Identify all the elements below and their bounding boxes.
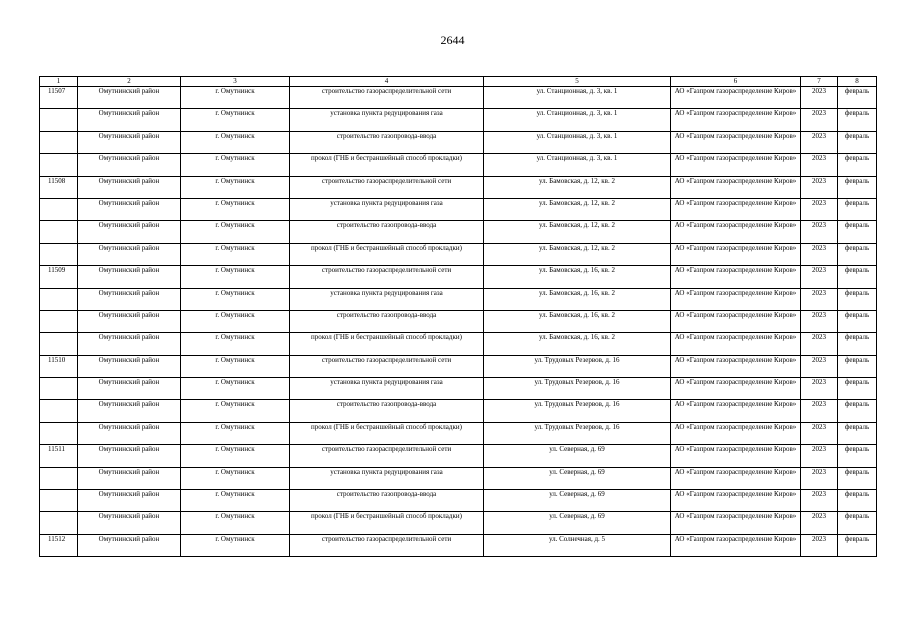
work-type-cell: прокол (ГНБ и бестраншейный способ прокладки) — [290, 422, 484, 444]
month-cell: февраль — [838, 422, 877, 444]
record-id-cell — [40, 333, 78, 355]
address-cell: ул. Станционная, д. 3, кв. 1 — [484, 87, 671, 109]
month-cell: февраль — [838, 310, 877, 332]
page-number: 2644 — [440, 33, 465, 47]
district-cell: Омутнинский район — [78, 87, 181, 109]
address-cell: ул. Солнечная, д. 5 — [484, 534, 671, 556]
month-cell: февраль — [838, 131, 877, 153]
organization-cell: АО «Газпром газораспределение Киров» — [671, 221, 801, 243]
record-id-cell — [40, 310, 78, 332]
table-row — [40, 534, 877, 556]
city-cell: г. Омутнинск — [181, 378, 290, 400]
address-cell: ул. Станционная, д. 3, кв. 1 — [484, 109, 671, 131]
year-cell: 2023 — [801, 109, 838, 131]
table-row — [40, 109, 877, 131]
year-cell: 2023 — [801, 534, 838, 556]
district-cell: Омутнинский район — [78, 512, 181, 534]
district-cell: Омутнинский район — [78, 534, 181, 556]
column-number-7: 7 — [801, 77, 838, 87]
work-type-cell: строительство газораспределительной сети — [290, 445, 484, 467]
work-type-cell: строительство газопровода-ввода — [290, 490, 484, 512]
work-type-cell: строительство газораспределительной сети — [290, 355, 484, 377]
column-number-4: 4 — [290, 77, 484, 87]
address-cell: ул. Трудовых Резервов, д. 16 — [484, 422, 671, 444]
record-id-cell — [40, 221, 78, 243]
month-cell: февраль — [838, 288, 877, 310]
district-cell: Омутнинский район — [78, 176, 181, 198]
city-cell: г. Омутнинск — [181, 445, 290, 467]
address-cell: ул. Трудовых Резервов, д. 16 — [484, 378, 671, 400]
table-body — [40, 87, 877, 557]
month-cell: февраль — [838, 490, 877, 512]
work-type-cell: установка пункта редуцирования газа — [290, 288, 484, 310]
year-cell: 2023 — [801, 198, 838, 220]
record-id-cell — [40, 288, 78, 310]
column-number-3: 3 — [181, 77, 290, 87]
district-cell: Омутнинский район — [78, 445, 181, 467]
work-type-cell: строительство газораспределительной сети — [290, 534, 484, 556]
record-id-cell: 11511 — [40, 445, 78, 467]
record-id-cell — [40, 378, 78, 400]
work-type-cell: строительство газопровода-ввода — [290, 221, 484, 243]
address-cell: ул. Станционная, д. 3, кв. 1 — [484, 131, 671, 153]
address-cell: ул. Трудовых Резервов, д. 16 — [484, 400, 671, 422]
month-cell: февраль — [838, 467, 877, 489]
organization-cell: АО «Газпром газораспределение Киров» — [671, 490, 801, 512]
work-type-cell: строительство газораспределительной сети — [290, 176, 484, 198]
address-cell: ул. Бамовская, д. 12, кв. 2 — [484, 243, 671, 265]
table-row — [40, 288, 877, 310]
table-row — [40, 490, 877, 512]
record-id-cell: 11512 — [40, 534, 78, 556]
organization-cell: АО «Газпром газораспределение Киров» — [671, 109, 801, 131]
year-cell: 2023 — [801, 310, 838, 332]
record-id-cell — [40, 131, 78, 153]
district-cell: Омутнинский район — [78, 400, 181, 422]
district-cell: Омутнинский район — [78, 266, 181, 288]
table-row — [40, 400, 877, 422]
data-table — [39, 76, 877, 557]
month-cell: февраль — [838, 355, 877, 377]
table-row — [40, 512, 877, 534]
city-cell: г. Омутнинск — [181, 422, 290, 444]
address-cell: ул. Бамовская, д. 16, кв. 2 — [484, 266, 671, 288]
month-cell: февраль — [838, 154, 877, 176]
year-cell: 2023 — [801, 355, 838, 377]
work-type-cell: строительство газораспределительной сети — [290, 87, 484, 109]
address-cell: ул. Северная, д. 69 — [484, 467, 671, 489]
organization-cell: АО «Газпром газораспределение Киров» — [671, 512, 801, 534]
year-cell: 2023 — [801, 154, 838, 176]
district-cell: Омутнинский район — [78, 467, 181, 489]
work-type-cell: строительство газопровода-ввода — [290, 131, 484, 153]
organization-cell: АО «Газпром газораспределение Киров» — [671, 198, 801, 220]
month-cell: февраль — [838, 266, 877, 288]
column-number-5: 5 — [484, 77, 671, 87]
year-cell: 2023 — [801, 243, 838, 265]
month-cell: февраль — [838, 176, 877, 198]
address-cell: ул. Бамовская, д. 16, кв. 2 — [484, 310, 671, 332]
district-cell: Омутнинский район — [78, 221, 181, 243]
month-cell: февраль — [838, 333, 877, 355]
work-type-cell: установка пункта редуцирования газа — [290, 198, 484, 220]
year-cell: 2023 — [801, 490, 838, 512]
month-cell: февраль — [838, 198, 877, 220]
address-cell: ул. Бамовская, д. 16, кв. 2 — [484, 288, 671, 310]
city-cell: г. Омутнинск — [181, 467, 290, 489]
month-cell: февраль — [838, 243, 877, 265]
work-type-cell: строительство газораспределительной сети — [290, 266, 484, 288]
year-cell: 2023 — [801, 422, 838, 444]
table-row — [40, 445, 877, 467]
address-cell: ул. Трудовых Резервов, д. 16 — [484, 355, 671, 377]
district-cell: Омутнинский район — [78, 109, 181, 131]
organization-cell: АО «Газпром газораспределение Киров» — [671, 87, 801, 109]
city-cell: г. Омутнинск — [181, 534, 290, 556]
address-cell: ул. Северная, д. 69 — [484, 445, 671, 467]
year-cell: 2023 — [801, 266, 838, 288]
city-cell: г. Омутнинск — [181, 266, 290, 288]
city-cell: г. Омутнинск — [181, 288, 290, 310]
table-row — [40, 176, 877, 198]
table-row — [40, 221, 877, 243]
table-row — [40, 87, 877, 109]
work-type-cell: прокол (ГНБ и бестраншейный способ прокладки) — [290, 243, 484, 265]
organization-cell: АО «Газпром газораспределение Киров» — [671, 422, 801, 444]
city-cell: г. Омутнинск — [181, 310, 290, 332]
table-row — [40, 422, 877, 444]
work-type-cell: прокол (ГНБ и бестраншейный способ прокладки) — [290, 154, 484, 176]
organization-cell: АО «Газпром газораспределение Киров» — [671, 355, 801, 377]
address-cell: ул. Бамовская, д. 12, кв. 2 — [484, 198, 671, 220]
month-cell: февраль — [838, 512, 877, 534]
record-id-cell: 11507 — [40, 87, 78, 109]
district-cell: Омутнинский район — [78, 198, 181, 220]
work-type-cell: строительство газопровода-ввода — [290, 400, 484, 422]
table-row — [40, 131, 877, 153]
organization-cell: АО «Газпром газораспределение Киров» — [671, 378, 801, 400]
organization-cell: АО «Газпром газораспределение Киров» — [671, 445, 801, 467]
table-row — [40, 310, 877, 332]
city-cell: г. Омутнинск — [181, 400, 290, 422]
month-cell: февраль — [838, 400, 877, 422]
organization-cell: АО «Газпром газораспределение Киров» — [671, 154, 801, 176]
city-cell: г. Омутнинск — [181, 198, 290, 220]
address-cell: ул. Бамовская, д. 12, кв. 2 — [484, 176, 671, 198]
district-cell: Омутнинский район — [78, 355, 181, 377]
month-cell: февраль — [838, 534, 877, 556]
year-cell: 2023 — [801, 400, 838, 422]
record-id-cell: 11508 — [40, 176, 78, 198]
month-cell: февраль — [838, 221, 877, 243]
column-number-8: 8 — [838, 77, 877, 87]
organization-cell: АО «Газпром газораспределение Киров» — [671, 534, 801, 556]
year-cell: 2023 — [801, 467, 838, 489]
district-cell: Омутнинский район — [78, 288, 181, 310]
year-cell: 2023 — [801, 333, 838, 355]
organization-cell: АО «Газпром газораспределение Киров» — [671, 333, 801, 355]
record-id-cell — [40, 422, 78, 444]
city-cell: г. Омутнинск — [181, 176, 290, 198]
address-cell: ул. Северная, д. 69 — [484, 512, 671, 534]
record-id-cell — [40, 109, 78, 131]
city-cell: г. Омутнинск — [181, 87, 290, 109]
work-type-cell: установка пункта редуцирования газа — [290, 109, 484, 131]
district-cell: Омутнинский район — [78, 154, 181, 176]
district-cell: Омутнинский район — [78, 243, 181, 265]
month-cell: февраль — [838, 109, 877, 131]
table-row — [40, 198, 877, 220]
city-cell: г. Омутнинск — [181, 333, 290, 355]
work-type-cell: прокол (ГНБ и бестраншейный способ прокладки) — [290, 333, 484, 355]
organization-cell: АО «Газпром газораспределение Киров» — [671, 310, 801, 332]
city-cell: г. Омутнинск — [181, 131, 290, 153]
address-cell: ул. Северная, д. 69 — [484, 490, 671, 512]
city-cell: г. Омутнинск — [181, 154, 290, 176]
district-cell: Омутнинский район — [78, 131, 181, 153]
column-number-1: 1 — [40, 77, 78, 87]
work-type-cell: установка пункта редуцирования газа — [290, 467, 484, 489]
table-row — [40, 355, 877, 377]
city-cell: г. Омутнинск — [181, 355, 290, 377]
organization-cell: АО «Газпром газораспределение Киров» — [671, 131, 801, 153]
work-type-cell: установка пункта редуцирования газа — [290, 378, 484, 400]
record-id-cell — [40, 198, 78, 220]
month-cell: февраль — [838, 445, 877, 467]
address-cell: ул. Бамовская, д. 12, кв. 2 — [484, 221, 671, 243]
table-row — [40, 467, 877, 489]
table-row — [40, 378, 877, 400]
record-id-cell — [40, 512, 78, 534]
column-number-6: 6 — [671, 77, 801, 87]
record-id-cell: 11510 — [40, 355, 78, 377]
work-type-cell: строительство газопровода-ввода — [290, 310, 484, 332]
month-cell: февраль — [838, 378, 877, 400]
record-id-cell — [40, 490, 78, 512]
year-cell: 2023 — [801, 378, 838, 400]
city-cell: г. Омутнинск — [181, 221, 290, 243]
table-row — [40, 243, 877, 265]
organization-cell: АО «Газпром газораспределение Киров» — [671, 467, 801, 489]
organization-cell: АО «Газпром газораспределение Киров» — [671, 400, 801, 422]
city-cell: г. Омутнинск — [181, 490, 290, 512]
organization-cell: АО «Газпром газораспределение Киров» — [671, 176, 801, 198]
address-cell: ул. Станционная, д. 3, кв. 1 — [484, 154, 671, 176]
organization-cell: АО «Газпром газораспределение Киров» — [671, 288, 801, 310]
organization-cell: АО «Газпром газораспределение Киров» — [671, 266, 801, 288]
record-id-cell — [40, 467, 78, 489]
year-cell: 2023 — [801, 288, 838, 310]
table-row — [40, 333, 877, 355]
year-cell: 2023 — [801, 87, 838, 109]
record-id-cell — [40, 400, 78, 422]
city-cell: г. Омутнинск — [181, 109, 290, 131]
city-cell: г. Омутнинск — [181, 512, 290, 534]
address-cell: ул. Бамовская, д. 16, кв. 2 — [484, 333, 671, 355]
table-row — [40, 266, 877, 288]
year-cell: 2023 — [801, 221, 838, 243]
record-id-cell — [40, 154, 78, 176]
month-cell: февраль — [838, 87, 877, 109]
record-id-cell: 11509 — [40, 266, 78, 288]
district-cell: Омутнинский район — [78, 422, 181, 444]
table-row — [40, 154, 877, 176]
city-cell: г. Омутнинск — [181, 243, 290, 265]
organization-cell: АО «Газпром газораспределение Киров» — [671, 243, 801, 265]
district-cell: Омутнинский район — [78, 310, 181, 332]
year-cell: 2023 — [801, 512, 838, 534]
district-cell: Омутнинский район — [78, 378, 181, 400]
column-number-2: 2 — [78, 77, 181, 87]
work-type-cell: прокол (ГНБ и бестраншейный способ прокладки) — [290, 512, 484, 534]
district-cell: Омутнинский район — [78, 490, 181, 512]
table-header-row — [40, 77, 877, 87]
year-cell: 2023 — [801, 176, 838, 198]
district-cell: Омутнинский район — [78, 333, 181, 355]
year-cell: 2023 — [801, 445, 838, 467]
year-cell: 2023 — [801, 131, 838, 153]
record-id-cell — [40, 243, 78, 265]
